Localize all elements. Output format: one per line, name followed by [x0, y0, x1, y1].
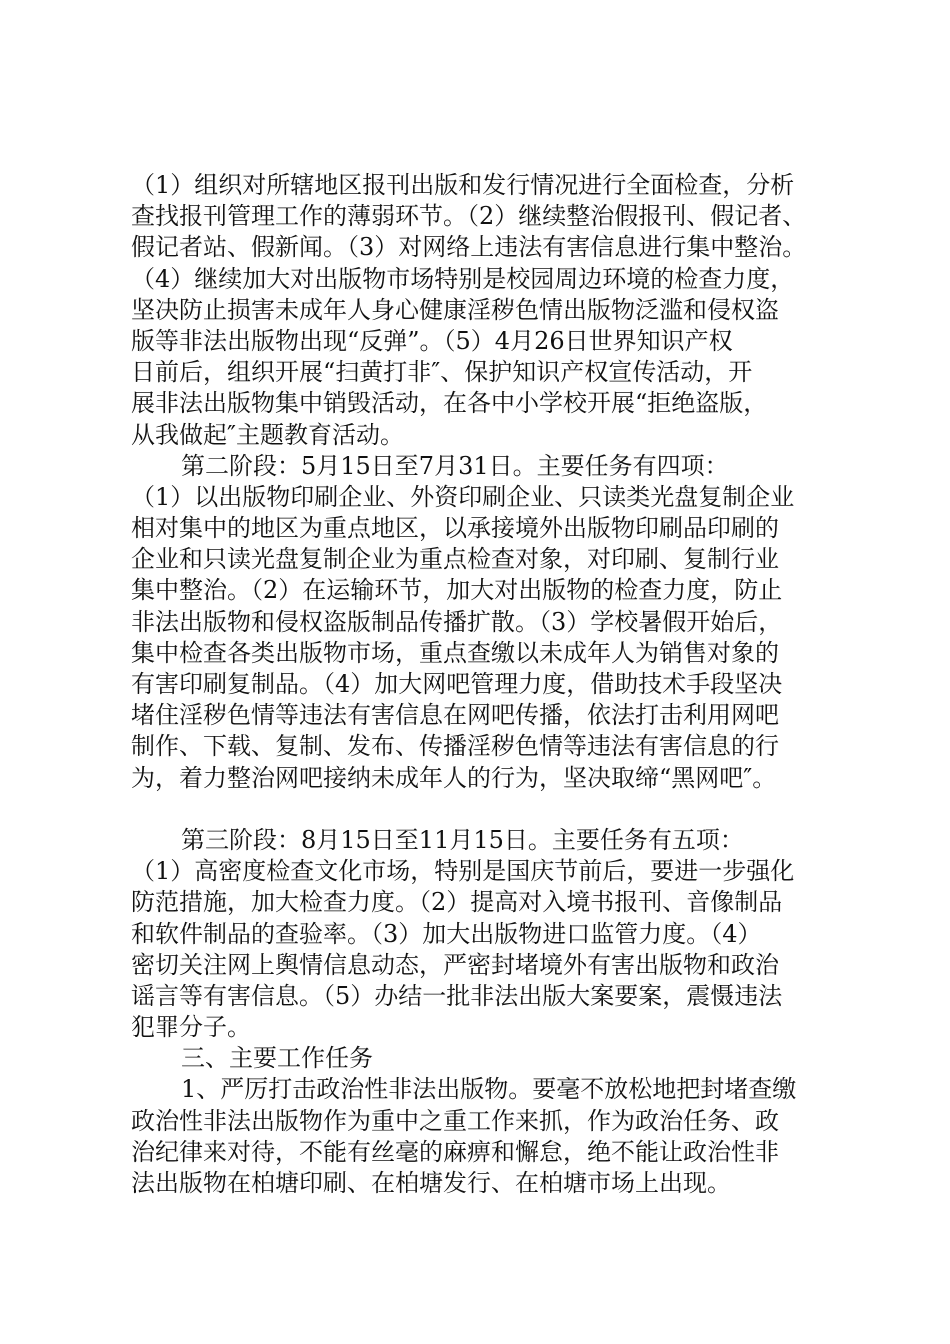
- text-line: （1）高密度检查文化市场，特别是国庆节前后，要进一步强化: [131, 857, 795, 886]
- text-line: 为，着力整治网吧接纳未成年人的行为，坚决取缔“黑网吧″。: [131, 763, 777, 792]
- text-line: 查找报刊管理工作的薄弱环节。（2）继续整治假报刊、假记者、: [131, 202, 807, 231]
- document-body: [131, 170, 831, 1199]
- text-line: 治纪律来对待，不能有丝毫的麻痹和懈怠，绝不能让政治性非: [131, 1137, 779, 1166]
- text-line: 制作、下载、复制、发布、传播淫秽色情等违法有害信息的行: [131, 732, 779, 761]
- section-heading-stage-three: 第三阶段：8月15日至11月15日。主要任务有五项：: [181, 825, 744, 854]
- text-line: 有害印刷复制品。（4）加大网吧管理力度，借助技术手段坚决: [131, 670, 783, 698]
- section-heading-main-tasks: 三、主要工作任务: [181, 1044, 373, 1073]
- text-line: 集中整治。（2）在运输环节，加大对出版物的检查力度，防止: [131, 576, 783, 605]
- text-line: 和软件制品的查验率。（3）加大出版物进口监管力度。（4）: [131, 919, 762, 948]
- paragraph-gap: [131, 794, 831, 825]
- text-line: 版等非法出版物出现“反弹”。（5）4月26日世界知识产权: [131, 326, 733, 355]
- text-line: 从我做起″主题教育活动。: [131, 420, 404, 449]
- text-line: 假记者站、假新闻。（3）对网络上违法有害信息进行集中整治。: [131, 233, 807, 262]
- text-line: 谣言等有害信息。（5）办结一批非法出版大案要案，震慑违法: [131, 981, 783, 1010]
- section-heading-stage-two: 第二阶段：5月15日至7月31日。主要任务有四项：: [181, 451, 729, 480]
- task-one-line: 1、严厉打击政治性非法出版物。要毫不放松地把封堵查缴: [181, 1075, 797, 1104]
- text-line: （4）继续加大对出版物市场特别是校园周边环境的检查力度，: [131, 264, 795, 293]
- text-line: （1）组织对所辖地区报刊出版和发行情况进行全面检查，分析: [131, 171, 795, 199]
- text-line: 密切关注网上舆情信息动态，严密封堵境外有害出版物和政治: [131, 950, 779, 979]
- text-line: 展非法出版物集中销毁活动，在各中小学校开展“拒绝盗版，: [131, 389, 768, 418]
- text-line: 政治性非法出版物作为重中之重工作来抓，作为政治任务、政: [131, 1106, 779, 1135]
- text-line: 防范措施，加大检查力度。（2）提高对入境书报刊、音像制品: [131, 888, 783, 917]
- text-line: 非法出版物和侵权盗版制品传播扩散。（3）学校暑假开始后，: [131, 607, 783, 636]
- text-line: 企业和只读光盘复制企业为重点检查对象，对印刷、复制行业: [131, 545, 779, 574]
- text-line: 犯罪分子。: [131, 1013, 251, 1042]
- text-line: 堵住淫秽色情等违法有害信息在网吧传播，依法打击利用网吧: [131, 701, 779, 730]
- text-line: 集中检查各类出版物市场，重点查缴以未成年人为销售对象的: [131, 638, 779, 667]
- text-line: 法出版物在柏塘印刷、在柏塘发行、在柏塘市场上出现。: [131, 1169, 731, 1197]
- text-line: 相对集中的地区为重点地区，以承接境外出版物印刷品印刷的: [131, 514, 779, 543]
- text-line: 日前后，组织开展“扫黄打非″、保护知识产权宣传活动，开: [131, 358, 753, 387]
- text-line: 坚决防止损害未成年人身心健康淫秽色情出版物泛滥和侵权盗: [131, 295, 779, 324]
- text-line: （1）以出版物印刷企业、外资印刷企业、只读类光盘复制企业: [131, 482, 795, 511]
